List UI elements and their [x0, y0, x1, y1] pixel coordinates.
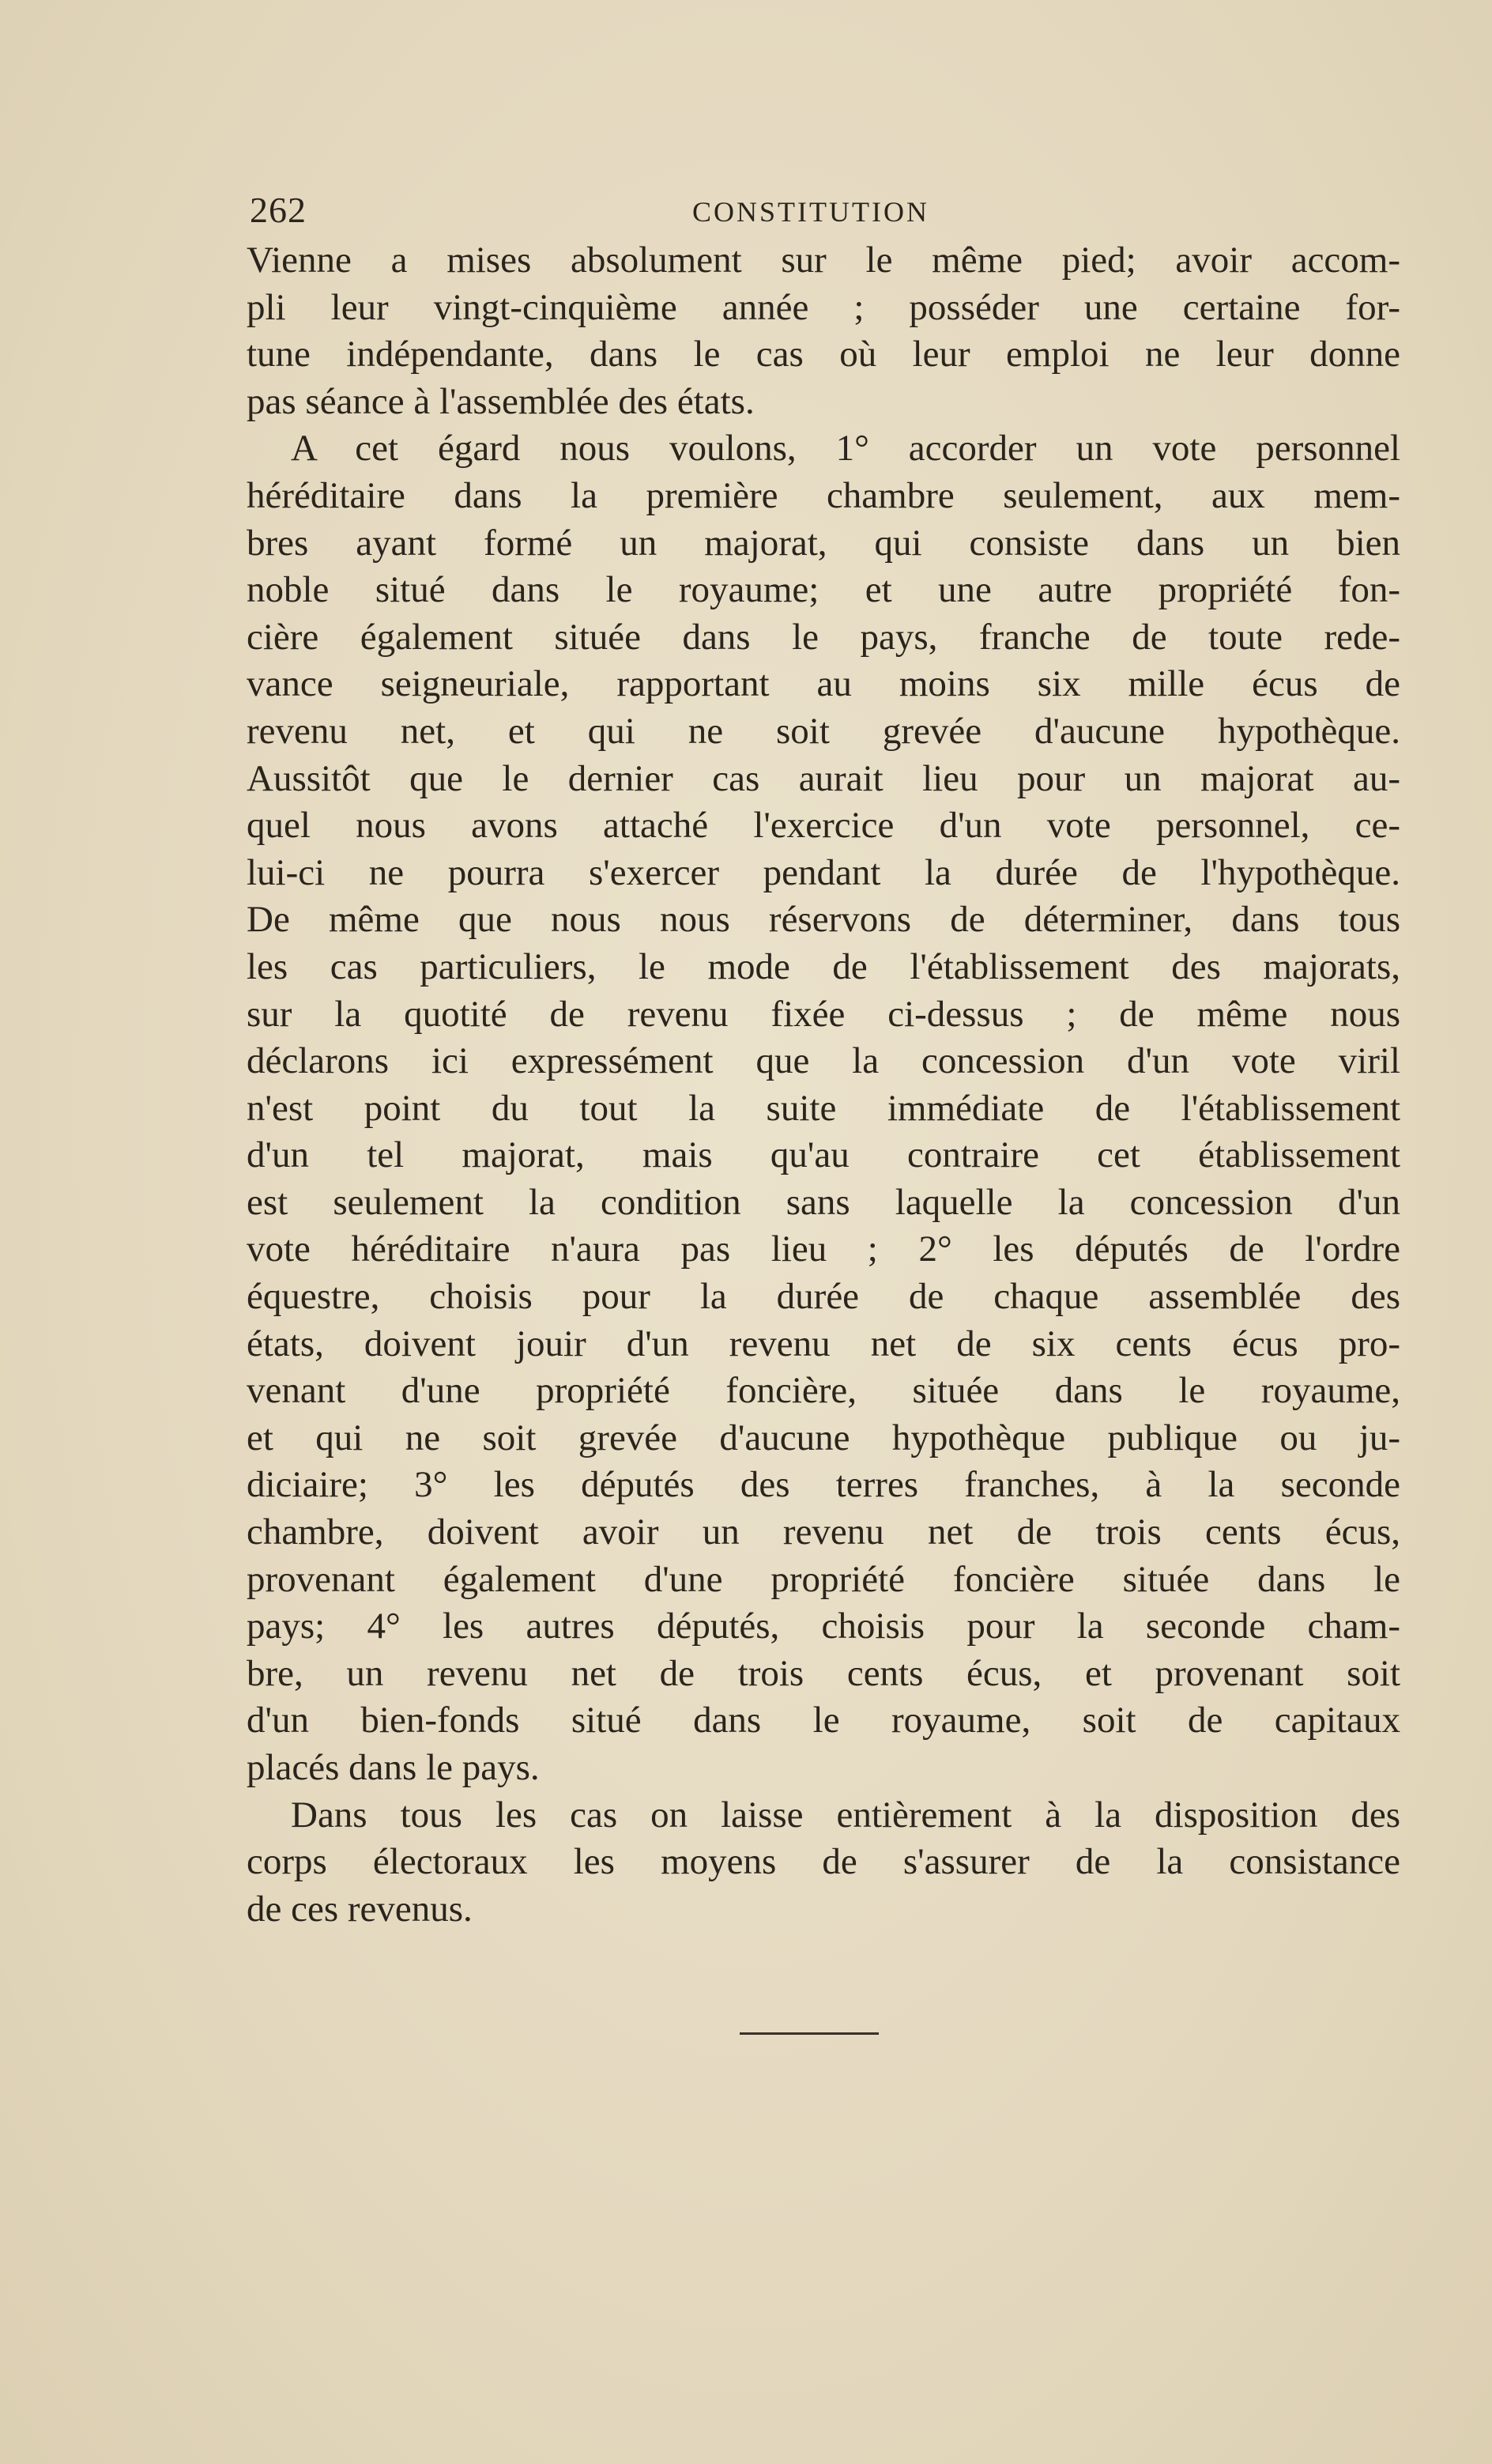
page-number: 262 [250, 190, 307, 230]
text-line: Dans tous les cas on laisse entièrement à la disposition des [291, 1794, 1400, 1836]
text-line: A cet égard nous voulons, 1° accorder un vote personnel [291, 428, 1400, 470]
section-end-rule [740, 2032, 879, 2035]
text-line: vote héréditaire n'aura pas lieu ; 2° les députés de l'ordre [247, 1228, 1400, 1270]
text-line: n'est point du tout la suite immédiate de l'établissement [247, 1087, 1400, 1129]
text-line: placés dans le pays. [247, 1747, 540, 1788]
text-line: De même que nous nous réservons de déterminer, dans tous [247, 899, 1400, 941]
text-line: d'un tel majorat, mais qu'au contraire cet établissement [247, 1134, 1400, 1176]
text-line: cière également située dans le pays, franche de toute rede- [247, 616, 1400, 658]
page-header [250, 187, 1392, 234]
text-line: corps électoraux les moyens de s'assurer de la consistance [247, 1841, 1400, 1883]
text-line: revenu net, et qui ne soit grevée d'aucune hypothèque. [247, 710, 1400, 752]
text-line: états, doivent jouir d'un revenu net de six cents écus pro- [247, 1323, 1400, 1364]
text-line: les cas particuliers, le mode de l'établissement des majorats, [247, 945, 1400, 987]
running-head: CONSTITUTION [692, 196, 929, 228]
text-line: de ces revenus. [247, 1888, 473, 1930]
text-line: diciaire; 3° les députés des terres franches, à la seconde [247, 1464, 1400, 1506]
text-line: quel nous avons attaché l'exercice d'un vote personnel, ce- [247, 805, 1400, 847]
text-line: équestre, choisis pour la durée de chaque assemblée des [247, 1276, 1400, 1318]
text-line: héréditaire dans la première chambre seulement, aux mem- [247, 474, 1400, 516]
text-line: déclarons ici expressément que la concession d'un vote viril [247, 1040, 1400, 1082]
text-line: bre, un revenu net de trois cents écus, et provenant soit [247, 1652, 1400, 1694]
text-line: et qui ne soit grevée d'aucune hypothèque publique ou ju- [247, 1417, 1400, 1458]
text-line: d'un bien-fonds situé dans le royaume, soit de capitaux [247, 1700, 1400, 1741]
text-line: lui-ci ne pourra s'exercer pendant la durée de l'hypothèque. [247, 851, 1400, 893]
text-line: pays; 4° les autres députés, choisis pour la seconde cham- [247, 1606, 1400, 1647]
text-line: pli leur vingt-cinquième année ; posséder une certaine for- [247, 286, 1400, 328]
text-line: venant d'une propriété foncière, située dans le royaume, [247, 1370, 1400, 1412]
body-text [247, 237, 1400, 1933]
text-line: chambre, doivent avoir un revenu net de trois cents écus, [247, 1511, 1400, 1553]
text-line: noble situé dans le royaume; et une autre propriété fon- [247, 569, 1400, 611]
text-line: provenant également d'une propriété foncière située dans le [247, 1558, 1400, 1600]
text-line: pas séance à l'assemblée des états. [247, 380, 755, 422]
text-line: vance seigneuriale, rapportant au moins six mille écus de [247, 663, 1400, 705]
text-line: Vienne a mises absolument sur le même pied; avoir accom- [247, 240, 1400, 281]
text-line: Aussitôt que le dernier cas aurait lieu pour un majorat au- [247, 757, 1400, 799]
text-line: sur la quotité de revenu fixée ci-dessus ; de même nous [247, 993, 1400, 1035]
text-line: bres ayant formé un majorat, qui consiste dans un bien [247, 522, 1400, 564]
text-line: tune indépendante, dans le cas où leur emploi ne leur donne [247, 334, 1400, 375]
text-line: est seulement la condition sans laquelle la concession d'un [247, 1181, 1400, 1223]
